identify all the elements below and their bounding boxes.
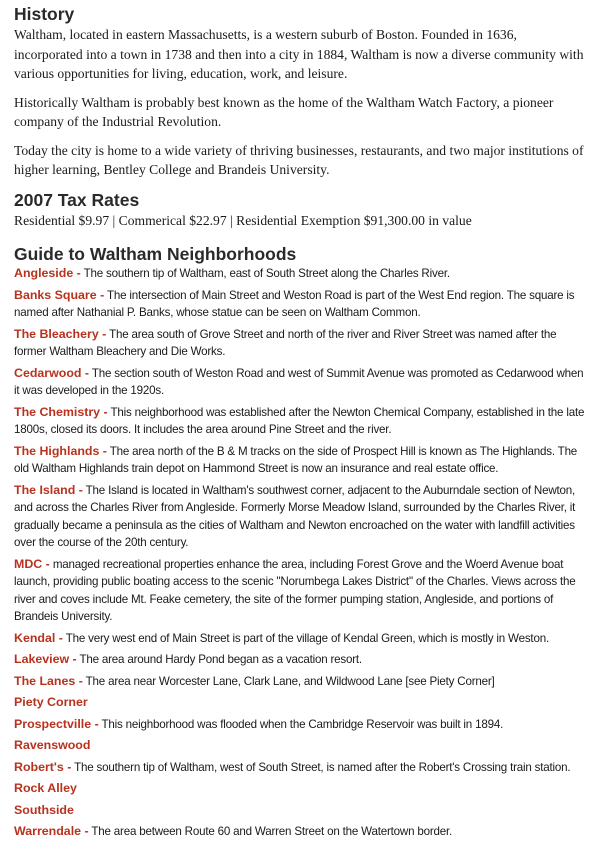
neighborhood-list: [14, 265, 586, 841]
history-paragraph-3: Today the city is home to a wide variety of thriving businesses, restaurants, and two major institutions of higher learning, Bentley College and Brandeis University.: [14, 142, 584, 177]
neighborhood-name: Cedarwood -: [14, 365, 90, 380]
neighborhood-description: The southern tip of Waltham, east of South Street along the Charles River.: [80, 267, 450, 280]
neighborhood-guide-heading: Guide to Waltham Neighborhoods: [14, 244, 297, 264]
history-paragraph-1: Waltham, located in eastern Massachusetts, is a western suburb of Boston. Founded in 1636, incorporated into a town in 1738 and then into a city in 1884, Waltham is now a diverse community with various opportunities for living, education, work, and leisure.: [14, 27, 584, 81]
neighborhood-name: Southside: [14, 802, 74, 817]
neighborhood-name: The Highlands -: [14, 443, 107, 458]
neighborhood-description: The intersection of Main Street and Weston Road is part of the West End region. The square is named after Nathanial P. Banks, whose statue can be seen on Waltham Common.: [14, 288, 575, 319]
neighborhood-description: The southern tip of Waltham, west of South Street, is named after the Robert's Crossing train station.: [71, 760, 571, 774]
neighborhood-name: The Lanes -: [14, 673, 83, 688]
neighborhood-description: managed recreational properties enhance the area, including Forest Grove and the Woerd Avenue boat launch, providing public boating access to the scenic "Norumbega Lakes District" of the Charles. Views across the river and coves include Mt. Feake cemetery, the site of the former pumping station, Angleside, and portions of Brandeis University.: [14, 557, 576, 623]
neighborhood-item: [14, 482, 586, 552]
neighborhood-name: The Island -: [14, 482, 83, 497]
neighborhood-item: [14, 365, 586, 400]
neighborhood-name: Rock Alley: [14, 781, 77, 795]
neighborhood-description: The area north of the B & M tracks on the side of Prospect Hill is known as The Highlands. The old Waltham Highlands train depot on Hammond Street is now an insurance and real estate office.: [14, 444, 578, 475]
history-heading: History: [14, 4, 75, 24]
neighborhood-description: The area around Hardy Pond began as a vacation resort.: [76, 653, 362, 666]
neighborhood-name: The Bleachery -: [14, 326, 107, 341]
neighborhood-item: [14, 630, 586, 648]
neighborhood-description: This neighborhood was flooded when the Cambridge Reservoir was built in 1894.: [98, 717, 504, 731]
neighborhood-name: Robert's -: [14, 759, 72, 774]
neighborhood-item: [14, 673, 586, 691]
neighborhood-name: Piety Corner: [14, 695, 88, 709]
tax-rates-heading: 2007 Tax Rates: [14, 189, 140, 210]
neighborhood-name: MDC -: [14, 556, 50, 571]
neighborhood-item: [14, 737, 586, 755]
neighborhood-item: [14, 759, 586, 777]
neighborhood-name: Lakeview -: [14, 652, 77, 666]
neighborhood-item: [14, 694, 586, 712]
neighborhood-description: The Island is located in Waltham's southwest corner, adjacent to the Auburndale section of Newton, and across the Charles River from Angleside. Formerly Morse Meadow Island, surrounded by the Charles River, it gradually became a peninsula as the cities of Waltham and Newton encroached on the water with landfill activities over the course of the 20th century.: [14, 483, 576, 549]
neighborhood-item: [14, 443, 586, 478]
neighborhood-name: The Chemistry -: [14, 404, 108, 419]
neighborhood-item: [14, 802, 586, 820]
neighborhood-name: Angleside -: [14, 266, 81, 280]
neighborhood-item: [14, 326, 586, 361]
neighborhood-name: Kendal -: [14, 630, 63, 645]
neighborhood-description: The very west end of Main Street is part of the village of Kendal Green, which is mostly in Weston.: [62, 631, 549, 645]
neighborhood-item: [14, 651, 586, 669]
neighborhood-description: The area between Route 60 and Warren Street on the Watertown border.: [88, 825, 453, 838]
neighborhood-item: [14, 716, 586, 734]
neighborhood-description: The area near Worcester Lane, Clark Lane, and Wildwood Lane [see Piety Corner]: [82, 674, 495, 688]
neighborhood-item: [14, 265, 586, 283]
neighborhood-description: The section south of Weston Road and west of Summit Avenue was promoted as Cedarwood when it was developed in the 1920s.: [14, 366, 584, 397]
neighborhood-item: [14, 823, 586, 841]
history-paragraph-2: Historically Waltham is probably best known as the home of the Waltham Watch Factory, a pioneer company of the Industrial Revolution.: [14, 94, 554, 129]
neighborhood-description: The area south of Grove Street and north of the river and River Street was named after the former Waltham Bleachery and Die Works.: [14, 327, 557, 358]
neighborhood-item: [14, 287, 586, 322]
neighborhood-item: [14, 404, 586, 439]
neighborhood-name: Ravenswood: [14, 738, 91, 752]
neighborhood-item: [14, 556, 586, 626]
tax-rates-line: Residential $9.97 | Commerical $22.97 | Residential Exemption $91,300.00 in value: [14, 212, 472, 228]
neighborhood-description: This neighborhood was established after the Newton Chemical Company, established in the late 1800s, closed its doors. It includes the area around Pine Street and the river.: [14, 405, 585, 436]
neighborhood-name: Warrendale -: [14, 824, 89, 838]
neighborhood-name: Prospectville -: [14, 716, 99, 731]
neighborhood-item: [14, 780, 586, 798]
neighborhood-name: Banks Square -: [14, 287, 105, 302]
